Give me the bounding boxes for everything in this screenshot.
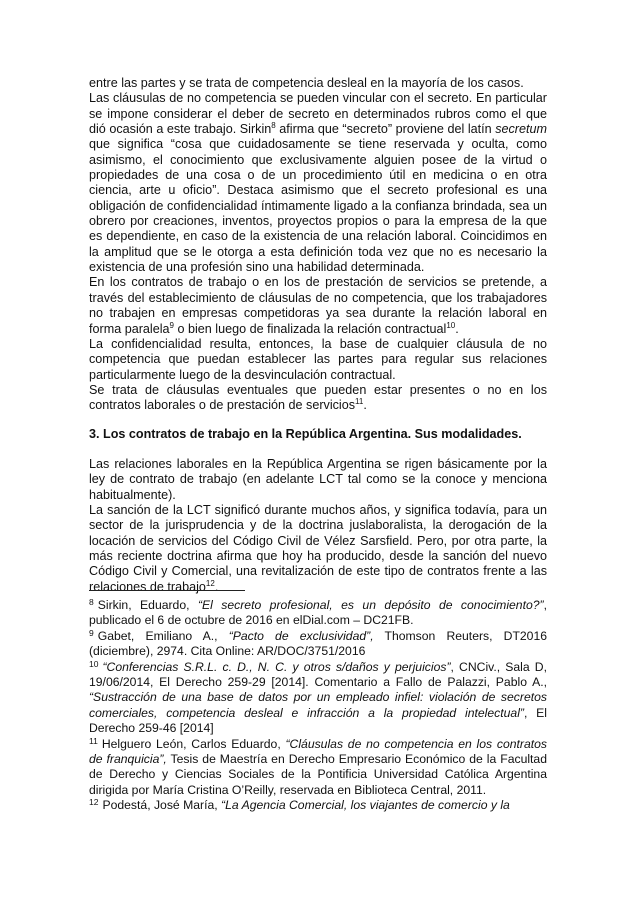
italic-term: secretum bbox=[495, 122, 547, 137]
footnote-ref[interactable]: 8 bbox=[271, 121, 276, 131]
paragraph-text: . bbox=[214, 579, 219, 594]
footnote-text: Thomson Reuters, DT2016 (diciembre), 2974. Cita Online: AR/DOC/3751/2016 bbox=[89, 628, 547, 659]
section-heading: 3. Los contratos de trabajo en la República Argentina. Sus modalidades. bbox=[89, 426, 522, 441]
paragraph-text: Las cláusulas de no competencia se pueden vincular con el secreto. En particular se impone considerar el deber de secreto en determinados rubros como el que dió ocasión a este trabajo. Sirkin bbox=[89, 91, 547, 137]
paragraph-text: entre las partes y se trata de competencia desleal en la mayoría de los casos. bbox=[89, 76, 524, 90]
paragraph-text: que significa “cosa que cuidadosamente se tiene reservada y oculta, como asimismo, el conocimiento que exclusivamente alguien posee de la virtud o propiedades de una cosa o de un procedimiento útil en medicina o en otra ciencia, arte u oficio”. Destaca asimismo que el secreto profesional es una obligación de confidencialidad íntimamente ligado a la confianza brindada, sea un obrero por creaciones, inventos, proyectos propios o para la empresa de la que es dependiente, en caso de la existencia de una relación laboral. Coincidimos en la amplitud que se le otorga a esta definición toda vez que no es necesario la existencia de una profesión sino una habilidad determinada. bbox=[89, 137, 547, 275]
paragraph-text: . bbox=[455, 321, 459, 336]
footnote-number: 8 bbox=[89, 597, 94, 607]
footnote-ref[interactable]: 9 bbox=[169, 320, 174, 330]
footnote bbox=[89, 660, 547, 737]
paragraph bbox=[89, 76, 547, 91]
footnote-ref[interactable]: 12 bbox=[205, 578, 215, 588]
footnote-title: “Sustracción de una base de datos por un empleado infiel: violación de secretos comerciales, competencia desleal e infracción a la propiedad intelectual” bbox=[89, 690, 547, 720]
footnote-text: , publicado el 6 de octubre de 2016 en elDial.com – DC21FB. bbox=[89, 598, 547, 628]
footnote-text: Tesis de Maestría en Derecho Empresario Económico de la Facultad de Derecho y Ciencias Sociales de la Pontificia Universidad Católica Argentina dirigida por María Cristina O’Reilly, reservada en Biblioteca Central, 2011. bbox=[89, 752, 547, 797]
paragraph bbox=[89, 337, 547, 383]
footnote-divider bbox=[89, 590, 245, 591]
footnote-title: “Pacto de exclusividad”, bbox=[228, 628, 374, 643]
footnote-text: Helguero León, Carlos Eduardo, bbox=[101, 736, 286, 751]
paragraph-text: o bien luego de finalizada la relación contractual bbox=[173, 321, 447, 336]
footnotes bbox=[89, 598, 547, 814]
footnote-text: Podestá, José María, bbox=[102, 798, 222, 813]
footnote-ref[interactable]: 11 bbox=[355, 397, 364, 407]
paragraph-text: . bbox=[363, 398, 367, 413]
footnote bbox=[89, 598, 547, 629]
footnote-title: “Cláusulas de no competencia en los contratos de franquicia”, bbox=[89, 736, 548, 767]
footnote bbox=[89, 629, 547, 660]
footnote-title: “El secreto profesional, es un depósito de conocimiento?” bbox=[197, 598, 544, 612]
footnote-text: Sirkin, Eduardo, bbox=[97, 598, 198, 612]
paragraph bbox=[89, 503, 547, 595]
paragraph bbox=[89, 383, 547, 414]
footnote-number: 10 bbox=[89, 658, 99, 669]
paragraph-text: La confidencialidad resulta, entonces, la base de cualquier cláusula de no competencia que puedan establecer las partes para regular sus relaciones particularmente luego de la desvinculación contractual. bbox=[89, 336, 547, 382]
footnote-number: 11 bbox=[89, 735, 98, 746]
footnote-text: , El Derecho 259-46 [2014] bbox=[89, 705, 548, 736]
footnote-text: Gabet, Emiliano A., bbox=[97, 628, 229, 643]
footnote bbox=[89, 798, 547, 813]
footnote-text: , CNCiv., Sala D, 19/06/2014, El Derecho 259-29 [2014]. Comentario a Fallo de Palazzi, Pablo A., bbox=[89, 659, 547, 690]
footnote-title: “La Agencia Comercial, los viajantes de comercio y la bbox=[221, 798, 510, 813]
paragraph-text: Las relaciones laborales en la República Argentina se rigen básicamente por la ley de contrato de trabajo (en adelante LCT tal como se la conoce y menciona habitualmente). bbox=[89, 456, 547, 502]
footnote-ref[interactable]: 10 bbox=[446, 320, 456, 330]
paragraph-text: afirma que “secreto” proviene del latín bbox=[275, 122, 496, 137]
footnote-number: 12 bbox=[89, 797, 99, 808]
paragraph-text: Se trata de cláusulas eventuales que pueden estar presentes o no en los contratos laborales o de prestación de servicios bbox=[89, 382, 547, 413]
footnote-title: “Conferencias S.R.L. c. D., N. C. y otros s/daños y perjuicios” bbox=[102, 659, 451, 674]
paragraph-text: En los contratos de trabajo o en los de prestación de servicios se pretende, a través del establecimiento de cláusulas de no competencia, que los trabajadores no trabajen en empresas competidoras ya sea durante la relación laboral en forma paralela bbox=[89, 275, 547, 336]
paragraph-text: La sanción de la LCT significó durante muchos años, y significa todavía, para un sector de la jurisprudencia y de la doctrina juslaboralista, la derogación de la locación de servicios del Código Civil de Vélez Sarsfield. Pero, por otra parte, la más reciente doctrina afirma que hoy ha producido, desde la sanción del nuevo Código Civil y Comercial, una revitalización de este tipo de contratos frente a las relaciones de trabajo bbox=[89, 502, 547, 594]
paragraph bbox=[89, 91, 547, 275]
paragraph bbox=[89, 275, 547, 336]
paragraph bbox=[89, 457, 547, 503]
body-text bbox=[89, 76, 547, 595]
footnote bbox=[89, 737, 547, 799]
footnote-number: 9 bbox=[89, 627, 94, 638]
